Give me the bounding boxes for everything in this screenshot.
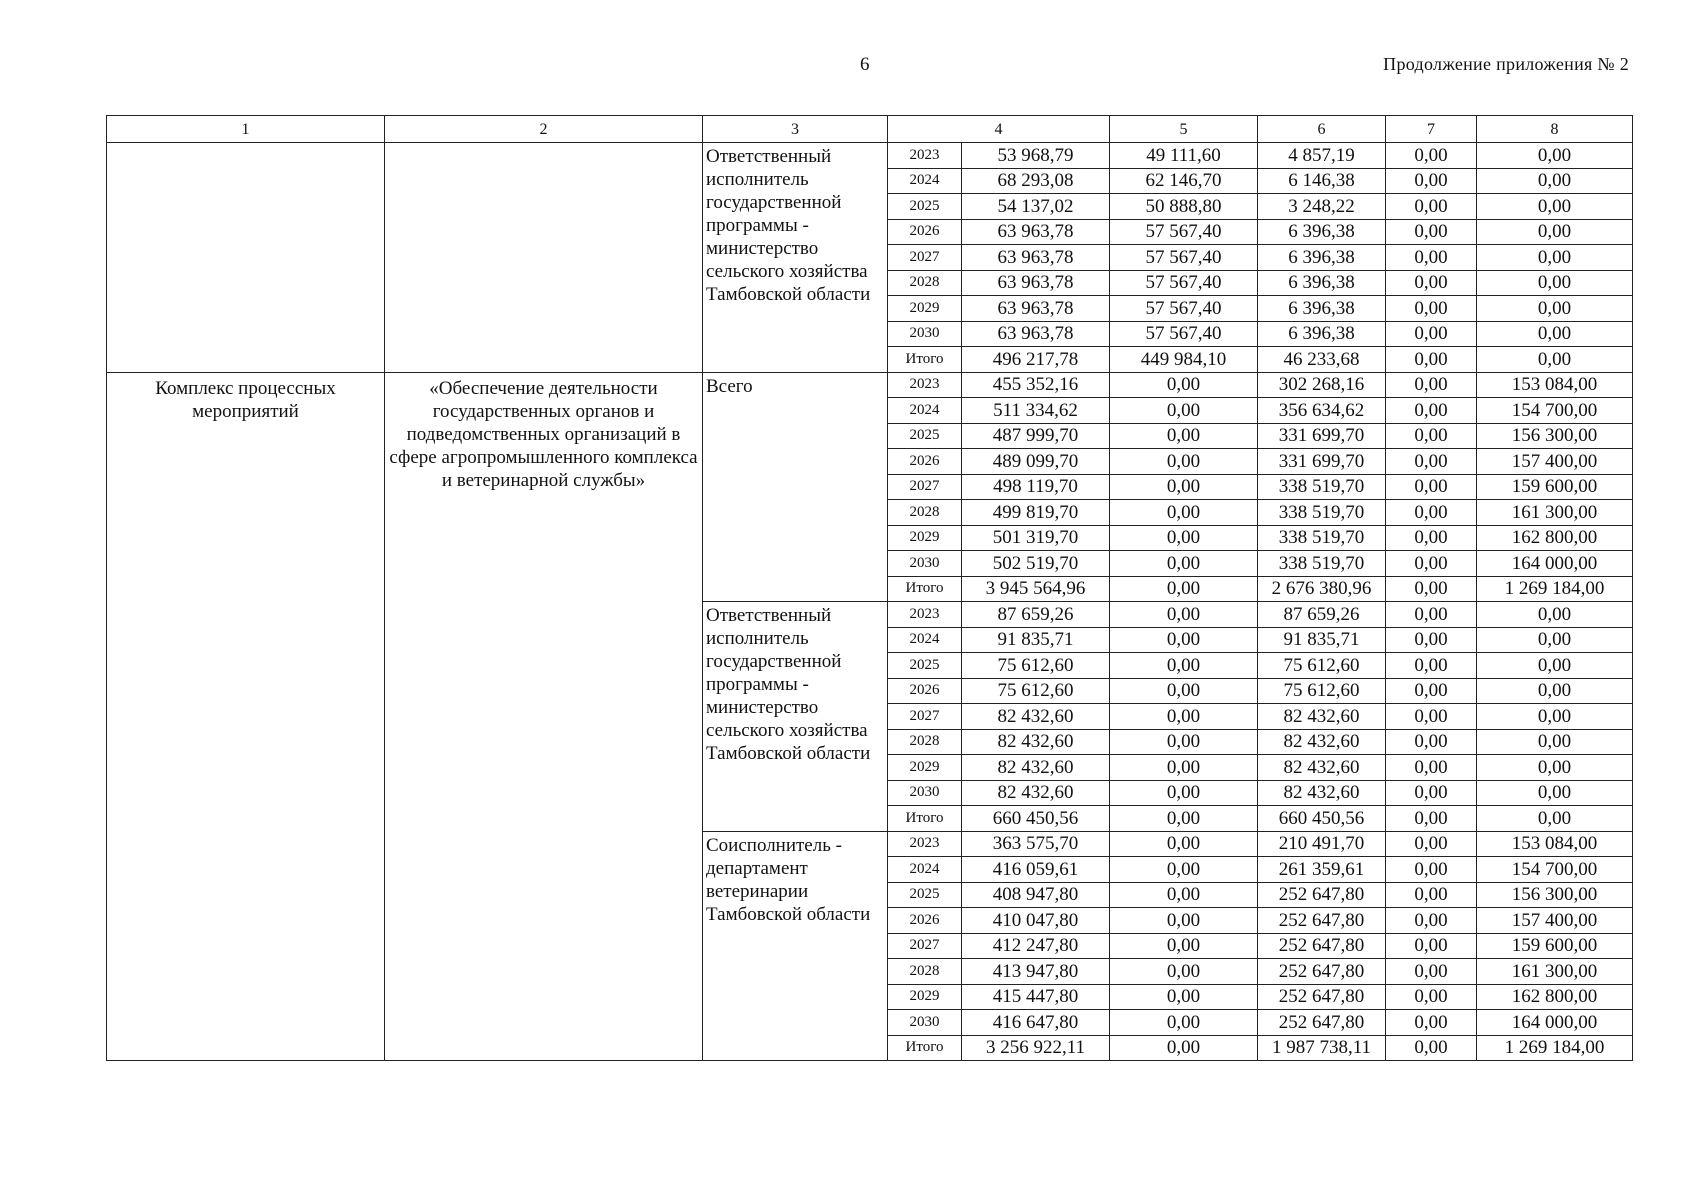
- amount-cell: 0,00: [1477, 653, 1633, 679]
- amount-cell: 3 248,22: [1258, 194, 1386, 220]
- amount-cell: 0,00: [1477, 755, 1633, 781]
- table-row: [107, 372, 1633, 398]
- amount-cell: 82 432,60: [962, 780, 1110, 806]
- amount-cell: 87 659,26: [962, 602, 1110, 628]
- column-number-row: [107, 116, 1633, 143]
- amount-cell: 68 293,08: [962, 168, 1110, 194]
- amount-cell: 0,00: [1386, 857, 1477, 883]
- amount-cell: 0,00: [1477, 347, 1633, 373]
- amount-cell: 0,00: [1477, 143, 1633, 169]
- amount-cell: 82 432,60: [1258, 729, 1386, 755]
- amount-cell: 54 137,02: [962, 194, 1110, 220]
- complex-type-cell: Комплекс процессных мероприятий: [107, 372, 385, 1061]
- year-cell: 2023: [888, 143, 962, 169]
- amount-cell: 57 567,40: [1110, 321, 1258, 347]
- amount-cell: 0,00: [1477, 704, 1633, 730]
- amount-cell: 62 146,70: [1110, 168, 1258, 194]
- empty-cell: [385, 143, 703, 373]
- amount-cell: 156 300,00: [1477, 882, 1633, 908]
- column-header: 1: [107, 116, 385, 143]
- amount-cell: 498 119,70: [962, 474, 1110, 500]
- amount-cell: 0,00: [1477, 806, 1633, 832]
- amount-cell: 0,00: [1110, 984, 1258, 1010]
- amount-cell: 363 575,70: [962, 831, 1110, 857]
- amount-cell: 154 700,00: [1477, 857, 1633, 883]
- page-number: 6: [860, 54, 870, 75]
- year-cell: 2027: [888, 704, 962, 730]
- year-cell: Итого: [888, 576, 962, 602]
- amount-cell: 63 963,78: [962, 219, 1110, 245]
- amount-cell: 502 519,70: [962, 551, 1110, 577]
- year-cell: 2026: [888, 678, 962, 704]
- amount-cell: 356 634,62: [1258, 398, 1386, 424]
- amount-cell: 0,00: [1386, 245, 1477, 271]
- amount-cell: 0,00: [1386, 423, 1477, 449]
- amount-cell: 87 659,26: [1258, 602, 1386, 628]
- amount-cell: 75 612,60: [962, 678, 1110, 704]
- amount-cell: 0,00: [1110, 525, 1258, 551]
- amount-cell: 0,00: [1386, 1010, 1477, 1036]
- table-row: [107, 143, 1633, 169]
- amount-cell: 82 432,60: [962, 704, 1110, 730]
- amount-cell: 210 491,70: [1258, 831, 1386, 857]
- amount-cell: 0,00: [1110, 857, 1258, 883]
- year-cell: 2025: [888, 423, 962, 449]
- amount-cell: 57 567,40: [1110, 296, 1258, 322]
- column-header: 6: [1258, 116, 1386, 143]
- year-cell: 2026: [888, 449, 962, 475]
- executor-cell: Соисполнитель - департамент ветеринарии Тамбовской области: [703, 831, 888, 1061]
- amount-cell: 1 269 184,00: [1477, 576, 1633, 602]
- amount-cell: 82 432,60: [1258, 755, 1386, 781]
- amount-cell: 0,00: [1386, 678, 1477, 704]
- amount-cell: 157 400,00: [1477, 908, 1633, 934]
- amount-cell: 0,00: [1110, 959, 1258, 985]
- executor-cell: Всего: [703, 372, 888, 602]
- amount-cell: 501 319,70: [962, 525, 1110, 551]
- amount-cell: 0,00: [1110, 423, 1258, 449]
- amount-cell: 252 647,80: [1258, 933, 1386, 959]
- amount-cell: 91 835,71: [962, 627, 1110, 653]
- year-cell: 2030: [888, 780, 962, 806]
- year-cell: 2025: [888, 194, 962, 220]
- amount-cell: 0,00: [1386, 143, 1477, 169]
- year-cell: 2026: [888, 219, 962, 245]
- amount-cell: 53 968,79: [962, 143, 1110, 169]
- amount-cell: 0,00: [1386, 500, 1477, 526]
- amount-cell: 0,00: [1386, 806, 1477, 832]
- amount-cell: 164 000,00: [1477, 1010, 1633, 1036]
- amount-cell: 0,00: [1477, 270, 1633, 296]
- amount-cell: 57 567,40: [1110, 219, 1258, 245]
- amount-cell: 82 432,60: [962, 729, 1110, 755]
- amount-cell: 0,00: [1477, 627, 1633, 653]
- year-cell: Итого: [888, 1035, 962, 1061]
- amount-cell: 0,00: [1110, 1010, 1258, 1036]
- year-cell: 2030: [888, 321, 962, 347]
- amount-cell: 338 519,70: [1258, 500, 1386, 526]
- amount-cell: 46 233,68: [1258, 347, 1386, 373]
- amount-cell: 0,00: [1110, 576, 1258, 602]
- amount-cell: 0,00: [1386, 653, 1477, 679]
- year-cell: 2029: [888, 984, 962, 1010]
- amount-cell: 496 217,78: [962, 347, 1110, 373]
- column-header: 4: [888, 116, 1110, 143]
- amount-cell: 0,00: [1386, 296, 1477, 322]
- amount-cell: 0,00: [1110, 704, 1258, 730]
- year-cell: 2030: [888, 1010, 962, 1036]
- year-cell: 2028: [888, 729, 962, 755]
- amount-cell: 0,00: [1477, 168, 1633, 194]
- amount-cell: 6 396,38: [1258, 219, 1386, 245]
- year-cell: 2028: [888, 270, 962, 296]
- amount-cell: 0,00: [1110, 372, 1258, 398]
- amount-cell: 0,00: [1477, 602, 1633, 628]
- amount-cell: 0,00: [1477, 194, 1633, 220]
- amount-cell: 0,00: [1110, 602, 1258, 628]
- year-cell: 2029: [888, 296, 962, 322]
- amount-cell: 153 084,00: [1477, 372, 1633, 398]
- year-cell: Итого: [888, 347, 962, 373]
- amount-cell: 0,00: [1386, 219, 1477, 245]
- amount-cell: 252 647,80: [1258, 959, 1386, 985]
- amount-cell: 415 447,80: [962, 984, 1110, 1010]
- amount-cell: 489 099,70: [962, 449, 1110, 475]
- amount-cell: 412 247,80: [962, 933, 1110, 959]
- amount-cell: 0,00: [1110, 653, 1258, 679]
- amount-cell: 0,00: [1110, 449, 1258, 475]
- amount-cell: 302 268,16: [1258, 372, 1386, 398]
- year-cell: 2024: [888, 168, 962, 194]
- amount-cell: 6 396,38: [1258, 296, 1386, 322]
- amount-cell: 338 519,70: [1258, 474, 1386, 500]
- amount-cell: 156 300,00: [1477, 423, 1633, 449]
- year-cell: 2030: [888, 551, 962, 577]
- amount-cell: 157 400,00: [1477, 449, 1633, 475]
- column-header: 5: [1110, 116, 1258, 143]
- amount-cell: 75 612,60: [1258, 678, 1386, 704]
- amount-cell: 0,00: [1386, 984, 1477, 1010]
- amount-cell: 75 612,60: [962, 653, 1110, 679]
- amount-cell: 487 999,70: [962, 423, 1110, 449]
- executor-cell: Ответственный исполнитель государственной программы - министерство сельского хозяйства Тамбовской области: [703, 143, 888, 373]
- amount-cell: 331 699,70: [1258, 449, 1386, 475]
- amount-cell: 0,00: [1110, 627, 1258, 653]
- year-cell: 2028: [888, 959, 962, 985]
- amount-cell: 410 047,80: [962, 908, 1110, 934]
- amount-cell: 0,00: [1110, 780, 1258, 806]
- amount-cell: 0,00: [1386, 194, 1477, 220]
- amount-cell: 63 963,78: [962, 296, 1110, 322]
- continuation-note: Продолжение приложения № 2: [1383, 54, 1629, 74]
- year-cell: 2025: [888, 882, 962, 908]
- amount-cell: 0,00: [1110, 398, 1258, 424]
- amount-cell: 0,00: [1477, 729, 1633, 755]
- empty-cell: [107, 143, 385, 373]
- amount-cell: 0,00: [1477, 296, 1633, 322]
- amount-cell: 511 334,62: [962, 398, 1110, 424]
- amount-cell: 416 647,80: [962, 1010, 1110, 1036]
- year-cell: 2027: [888, 474, 962, 500]
- amount-cell: 0,00: [1110, 474, 1258, 500]
- amount-cell: 0,00: [1386, 959, 1477, 985]
- amount-cell: 57 567,40: [1110, 270, 1258, 296]
- amount-cell: 660 450,56: [1258, 806, 1386, 832]
- amount-cell: 0,00: [1386, 933, 1477, 959]
- amount-cell: 0,00: [1386, 321, 1477, 347]
- amount-cell: 252 647,80: [1258, 984, 1386, 1010]
- amount-cell: 0,00: [1477, 219, 1633, 245]
- amount-cell: 0,00: [1386, 1035, 1477, 1061]
- column-header: 3: [703, 116, 888, 143]
- amount-cell: 499 819,70: [962, 500, 1110, 526]
- amount-cell: 0,00: [1386, 168, 1477, 194]
- amount-cell: 82 432,60: [1258, 704, 1386, 730]
- amount-cell: 162 800,00: [1477, 984, 1633, 1010]
- amount-cell: 4 857,19: [1258, 143, 1386, 169]
- amount-cell: 0,00: [1477, 321, 1633, 347]
- amount-cell: 0,00: [1110, 882, 1258, 908]
- amount-cell: 0,00: [1110, 678, 1258, 704]
- amount-cell: 162 800,00: [1477, 525, 1633, 551]
- amount-cell: 6 146,38: [1258, 168, 1386, 194]
- amount-cell: 57 567,40: [1110, 245, 1258, 271]
- amount-cell: 0,00: [1386, 704, 1477, 730]
- amount-cell: 154 700,00: [1477, 398, 1633, 424]
- year-cell: 2026: [888, 908, 962, 934]
- amount-cell: 0,00: [1110, 806, 1258, 832]
- column-header: 7: [1386, 116, 1477, 143]
- amount-cell: 0,00: [1386, 729, 1477, 755]
- year-cell: 2023: [888, 372, 962, 398]
- amount-cell: 164 000,00: [1477, 551, 1633, 577]
- column-header: 2: [385, 116, 703, 143]
- amount-cell: 0,00: [1386, 627, 1477, 653]
- amount-cell: 0,00: [1477, 780, 1633, 806]
- amount-cell: 0,00: [1110, 729, 1258, 755]
- amount-cell: 0,00: [1110, 551, 1258, 577]
- amount-cell: 0,00: [1386, 449, 1477, 475]
- amount-cell: 0,00: [1386, 372, 1477, 398]
- amount-cell: 91 835,71: [1258, 627, 1386, 653]
- amount-cell: 161 300,00: [1477, 500, 1633, 526]
- year-cell: 2025: [888, 653, 962, 679]
- amount-cell: 252 647,80: [1258, 1010, 1386, 1036]
- amount-cell: 0,00: [1386, 398, 1477, 424]
- amount-cell: 338 519,70: [1258, 551, 1386, 577]
- amount-cell: 0,00: [1386, 474, 1477, 500]
- amount-cell: 0,00: [1386, 576, 1477, 602]
- amount-cell: 0,00: [1110, 831, 1258, 857]
- year-cell: 2024: [888, 857, 962, 883]
- column-header: 8: [1477, 116, 1633, 143]
- amount-cell: 0,00: [1386, 831, 1477, 857]
- amount-cell: 2 676 380,96: [1258, 576, 1386, 602]
- year-cell: 2027: [888, 245, 962, 271]
- amount-cell: 252 647,80: [1258, 882, 1386, 908]
- amount-cell: 0,00: [1477, 678, 1633, 704]
- year-cell: Итого: [888, 806, 962, 832]
- amount-cell: 6 396,38: [1258, 321, 1386, 347]
- executor-cell: Ответственный исполнитель государственной программы - министерство сельского хозяйства Тамбовской области: [703, 602, 888, 832]
- amount-cell: 416 059,61: [962, 857, 1110, 883]
- amount-cell: 159 600,00: [1477, 474, 1633, 500]
- amount-cell: 0,00: [1110, 500, 1258, 526]
- amount-cell: 0,00: [1110, 933, 1258, 959]
- amount-cell: 49 111,60: [1110, 143, 1258, 169]
- amount-cell: 0,00: [1477, 245, 1633, 271]
- amount-cell: 0,00: [1386, 882, 1477, 908]
- amount-cell: 0,00: [1110, 1035, 1258, 1061]
- amount-cell: 252 647,80: [1258, 908, 1386, 934]
- year-cell: 2029: [888, 525, 962, 551]
- amount-cell: 660 450,56: [962, 806, 1110, 832]
- amount-cell: 0,00: [1386, 755, 1477, 781]
- amount-cell: 261 359,61: [1258, 857, 1386, 883]
- funding-table: [106, 115, 1633, 1061]
- amount-cell: 82 432,60: [962, 755, 1110, 781]
- amount-cell: 3 256 922,11: [962, 1035, 1110, 1061]
- amount-cell: 63 963,78: [962, 270, 1110, 296]
- year-cell: 2023: [888, 831, 962, 857]
- amount-cell: 75 612,60: [1258, 653, 1386, 679]
- amount-cell: 0,00: [1386, 551, 1477, 577]
- amount-cell: 0,00: [1386, 347, 1477, 373]
- amount-cell: 0,00: [1386, 780, 1477, 806]
- year-cell: 2024: [888, 627, 962, 653]
- amount-cell: 408 947,80: [962, 882, 1110, 908]
- amount-cell: 338 519,70: [1258, 525, 1386, 551]
- amount-cell: 455 352,16: [962, 372, 1110, 398]
- amount-cell: 1 987 738,11: [1258, 1035, 1386, 1061]
- year-cell: 2028: [888, 500, 962, 526]
- amount-cell: 1 269 184,00: [1477, 1035, 1633, 1061]
- amount-cell: 0,00: [1110, 755, 1258, 781]
- year-cell: 2029: [888, 755, 962, 781]
- amount-cell: 63 963,78: [962, 245, 1110, 271]
- amount-cell: 413 947,80: [962, 959, 1110, 985]
- amount-cell: 6 396,38: [1258, 245, 1386, 271]
- complex-name-cell: «Обеспечение деятельности государственных органов и подведомственных организаций в сфере агропромышленного комплекса и ветеринарной службы»: [385, 372, 703, 1061]
- amount-cell: 0,00: [1386, 270, 1477, 296]
- amount-cell: 161 300,00: [1477, 959, 1633, 985]
- amount-cell: 449 984,10: [1110, 347, 1258, 373]
- year-cell: 2027: [888, 933, 962, 959]
- year-cell: 2023: [888, 602, 962, 628]
- amount-cell: 6 396,38: [1258, 270, 1386, 296]
- amount-cell: 0,00: [1110, 908, 1258, 934]
- amount-cell: 153 084,00: [1477, 831, 1633, 857]
- amount-cell: 82 432,60: [1258, 780, 1386, 806]
- amount-cell: 63 963,78: [962, 321, 1110, 347]
- amount-cell: 331 699,70: [1258, 423, 1386, 449]
- amount-cell: 0,00: [1386, 525, 1477, 551]
- amount-cell: 50 888,80: [1110, 194, 1258, 220]
- amount-cell: 3 945 564,96: [962, 576, 1110, 602]
- year-cell: 2024: [888, 398, 962, 424]
- amount-cell: 0,00: [1386, 602, 1477, 628]
- amount-cell: 159 600,00: [1477, 933, 1633, 959]
- amount-cell: 0,00: [1386, 908, 1477, 934]
